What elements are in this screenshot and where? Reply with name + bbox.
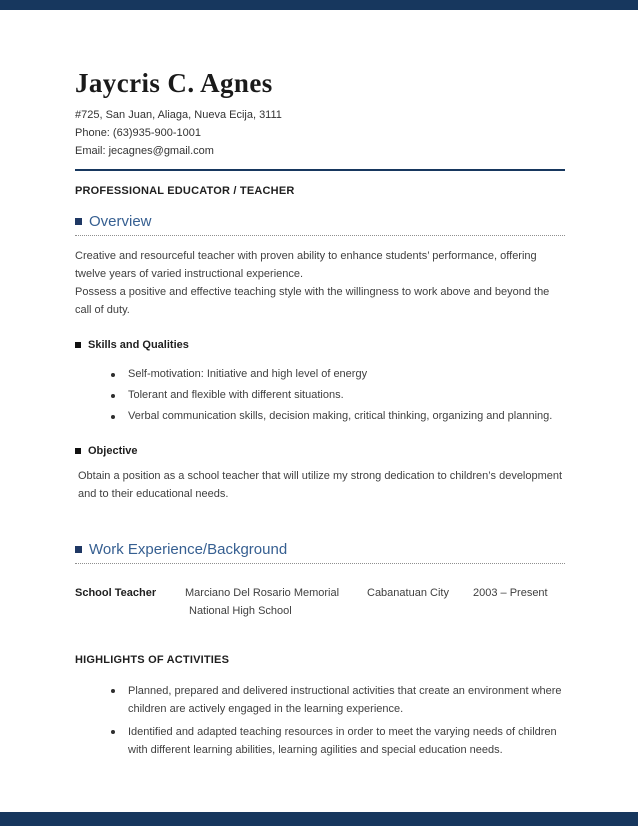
skills-list xyxy=(75,366,565,425)
subsection-heading-label: Objective xyxy=(88,445,138,457)
section-heading-overview xyxy=(75,213,565,236)
subsection-heading-objective xyxy=(75,445,565,457)
square-bullet-icon xyxy=(75,342,81,348)
section-heading-label: Work Experience/Background xyxy=(89,541,288,558)
list-item-text: Self-motivation: Initiative and high level of energy xyxy=(128,368,368,380)
bullet-icon xyxy=(111,415,115,419)
bullet-icon xyxy=(111,373,115,377)
section-heading-work-experience xyxy=(75,541,565,564)
job-location: Cabanatuan City xyxy=(367,587,449,599)
list-item-text: Verbal communication skills, decision making, critical thinking, organizing and planning. xyxy=(128,410,553,422)
section-heading-label: Overview xyxy=(89,213,152,230)
list-item xyxy=(75,366,565,383)
page-bottom-border xyxy=(0,812,638,826)
bullet-icon xyxy=(111,394,115,398)
square-bullet-icon xyxy=(75,546,82,553)
objective-text: Obtain a position as a school teacher that will utilize my strong dedication to children’s development and to their educational needs. xyxy=(78,470,563,500)
overview-text xyxy=(75,247,565,319)
list-item-text: Planned, prepared and delivered instructional activities that create an environment where children are actively engaged in the learning experience. xyxy=(128,685,562,715)
employer-line: Marciano Del Rosario Memorial xyxy=(185,587,340,599)
square-bullet-icon xyxy=(75,448,81,454)
phone-line: Phone: (63)935-900-1001 xyxy=(75,127,201,139)
job-position: School Teacher xyxy=(75,587,157,599)
list-item xyxy=(75,408,565,425)
header-divider xyxy=(75,169,565,171)
email-line: Email: jecagnes@gmail.com xyxy=(75,145,214,157)
list-item xyxy=(75,387,565,404)
page-top-border xyxy=(0,0,638,10)
person-name: Jaycris C. Agnes xyxy=(75,68,273,98)
bullet-icon xyxy=(111,689,115,693)
job-period: 2003 – Present xyxy=(473,587,548,599)
employer-name xyxy=(185,584,367,620)
work-experience-entry xyxy=(75,584,565,620)
subsection-heading-skills xyxy=(75,339,565,351)
highlights-heading: HIGHLIGHTS OF ACTIVITIES xyxy=(75,654,230,666)
address-line: #725, San Juan, Aliaga, Nueva Ecija, 3111 xyxy=(75,109,282,121)
subsection-heading-label: Skills and Qualities xyxy=(88,339,189,351)
list-item-text: Tolerant and flexible with different situations. xyxy=(128,389,344,401)
square-bullet-icon xyxy=(75,218,82,225)
overview-paragraph: Possess a positive and effective teaching style with the willingness to work above and beyond the call of duty. xyxy=(75,286,550,316)
overview-paragraph: Creative and resourceful teacher with proven ability to enhance students’ performance, offering twelve years of varied instructional experience. xyxy=(75,250,537,280)
profession-title: PROFESSIONAL EDUCATOR / TEACHER xyxy=(75,185,295,197)
list-item xyxy=(75,723,565,759)
employer-line: National High School xyxy=(189,605,292,617)
highlights-list xyxy=(75,682,565,759)
bullet-icon xyxy=(111,730,115,734)
list-item-text: Identified and adapted teaching resources in order to meet the varying needs of children with different learning abilities, learning agilities and special education needs. xyxy=(128,726,557,756)
list-item xyxy=(75,682,565,718)
